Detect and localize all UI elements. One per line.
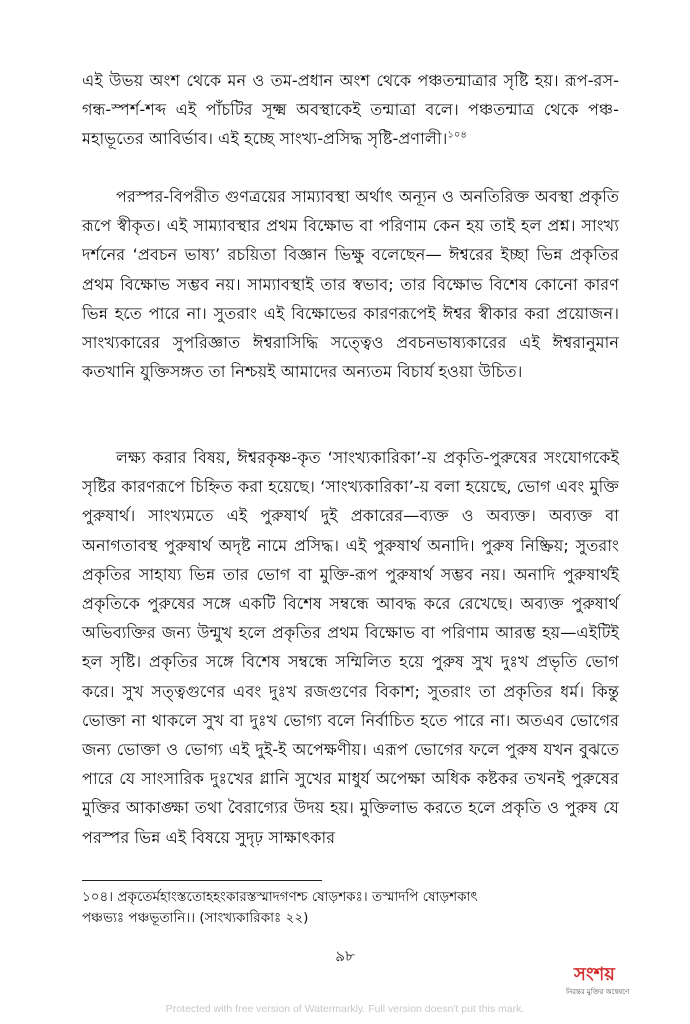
watermark-text: Protected with free version of Watermarkly. Full version doesn't put this mark. — [165, 1003, 525, 1015]
publisher-logo — [566, 960, 660, 1002]
footnote-line-2: পঞ্চভ্যঃ পঞ্চভূতানি।। (সাংখ্যকারিকাঃ ২২) — [82, 910, 309, 926]
footnote-reference[interactable]: ১০৪ — [447, 130, 467, 142]
paragraph-1-text: এই উভয় অংশ থেকে মন ও তম-প্রধান অংশ থেকে পঞ্চতন্মাত্রার সৃষ্টি হয়। রূপ-রস-গন্ধ-স্পর্শ-শব্দ এই পাঁচটির সূক্ষ্ম অবস্থাকেই তন্মাত্রা বলে। পঞ্চতন্মাত্র থেকে পঞ্চ-মহাভূতের আবির্ভাব। এই হচ্ছে সাংখ্য-প্রসিদ্ধ সৃষ্টি-প্রণালী। — [82, 71, 619, 149]
logo-name: সংশয় — [574, 964, 615, 985]
footnote-divider — [82, 880, 322, 881]
paragraph-2: পরস্পর-বিপরীত গুণত্রয়ের সাম্যাবস্থা অর্থাৎ অন্যূন ও অনতিরিক্ত অবস্থা প্রকৃতি রূপে স্বীকৃত। এই সাম্যাবস্থার প্রথম বিক্ষোভ বা পরিণাম কেন হয় তাই হল প্রশ্ন। সাংখ্য দর্শনের ‘প্রবচন ভাষ্য’ রচয়িতা বিজ্ঞান ভিক্ষু বলেছেন— ঈশ্বরের ইচ্ছা ভিন্ন প্রকৃতির প্রথম বিক্ষোভ সম্ভব নয়। সাম্যাবস্থাই তার স্বভাব; তার বিক্ষোভ বিশেষ কোনো কারণ ভিন্ন হতে পারে না। সুতরাং এই বিক্ষোভের কারণরূপেই ঈশ্বর স্বীকার করা প্রয়োজন। সাংখ্যকারের সুপরিজ্ঞাত ঈশ্বরাসিদ্ধি সত্ত্বেও প্রবচনভাষ্যকারের এই ঈশ্বরানুমান কতখানি যুক্তিসঙ্গত তা নিশ্চয়ই আমাদের অন্যতম বিচার্য হওয়া উচিত। — [82, 187, 619, 382]
paragraph-3: লক্ষ্য করার বিষয়, ঈশ্বরকৃষ্ণ-কৃত ‘সাংখ্যকারিকা’-য় প্রকৃতি-পুরুষের সংযোগকেই সৃষ্টির কারণরূপে চিহ্নিত করা হয়েছে। ‘সাংখ্যকারিকা’-য় বলা হয়েছে, ভোগ এবং মুক্তি পুরুষার্থ। সাংখ্যমতে এই পুরুষার্থ দুই প্রকারের—ব্যক্ত ও অব্যক্ত। অব্যক্ত বা অনাগতাবস্থ পুরুষার্থ অদৃষ্ট নামে প্রসিদ্ধ। এই পুরুষার্থ অনাদি। পুরুষ নিষ্ক্রিয়; সুতরাং প্রকৃতির সাহায্য ভিন্ন তার ভোগ বা মুক্তি-রূপ পুরুষার্থ সম্ভব নয়। অনাদি পুরুষার্থই প্রকৃতিকে পুরুষের সঙ্গে একটি বিশেষ সম্বন্ধে আবদ্ধ করে রেখেছে। অব্যক্ত পুরুষার্থ অভিব্যক্তির জন্য উন্মুখ হলে প্রকৃতির প্রথম বিক্ষোভ বা পরিণাম আরম্ভ হয়—এইটিই হল সৃষ্টি। প্রকৃতির সঙ্গে বিশেষ সম্বন্ধে সম্মিলিত হয়ে পুরুষ সুখ দুঃখ প্রভৃতি ভোগ করে। সুখ সত্ত্বগুণের এবং দুঃখ রজগুণের বিকাশ; সুতরাং তা প্রকৃতির ধর্ম। কিন্তু ভোক্তা না থাকলে সুখ বা দুঃখ ভোগ্য বলে নির্বাচিত হতে পারে না। অতএব ভোগের জন্য ভোক্তা ও ভোগ্য এই দুই-ই অপেক্ষণীয়। এরূপ ভোগের ফলে পুরুষ যখন বুঝতে পারে যে সাংসারিক দুঃখের গ্লানি সুখের মাধুর্য অপেক্ষা অধিক কষ্টকর তখনই পুরুষের মুক্তির আকাঙ্ক্ষা তথা বৈরাগ্যের উদয় হয়। মুক্তিলাভ করতে হলে প্রকৃতি ও পুরুষ যে পরস্পর ভিন্ন এই বিষয়ে সুদৃঢ় সাক্ষাৎকার — [82, 448, 620, 847]
page-number: ৯৮ — [335, 947, 355, 965]
paragraph-1 — [82, 66, 619, 154]
footnote-line-1: ১০৪। প্রকৃতের্মহাংস্ততোহহংকারস্তস্মাদগণশ্চ ষোড়শকঃ। তস্মাদপি ষোড়শকাৎ — [82, 889, 478, 905]
footnote — [82, 887, 619, 929]
logo-tagline: নিরন্তর মুক্তির অন্বেষণে — [566, 988, 630, 996]
